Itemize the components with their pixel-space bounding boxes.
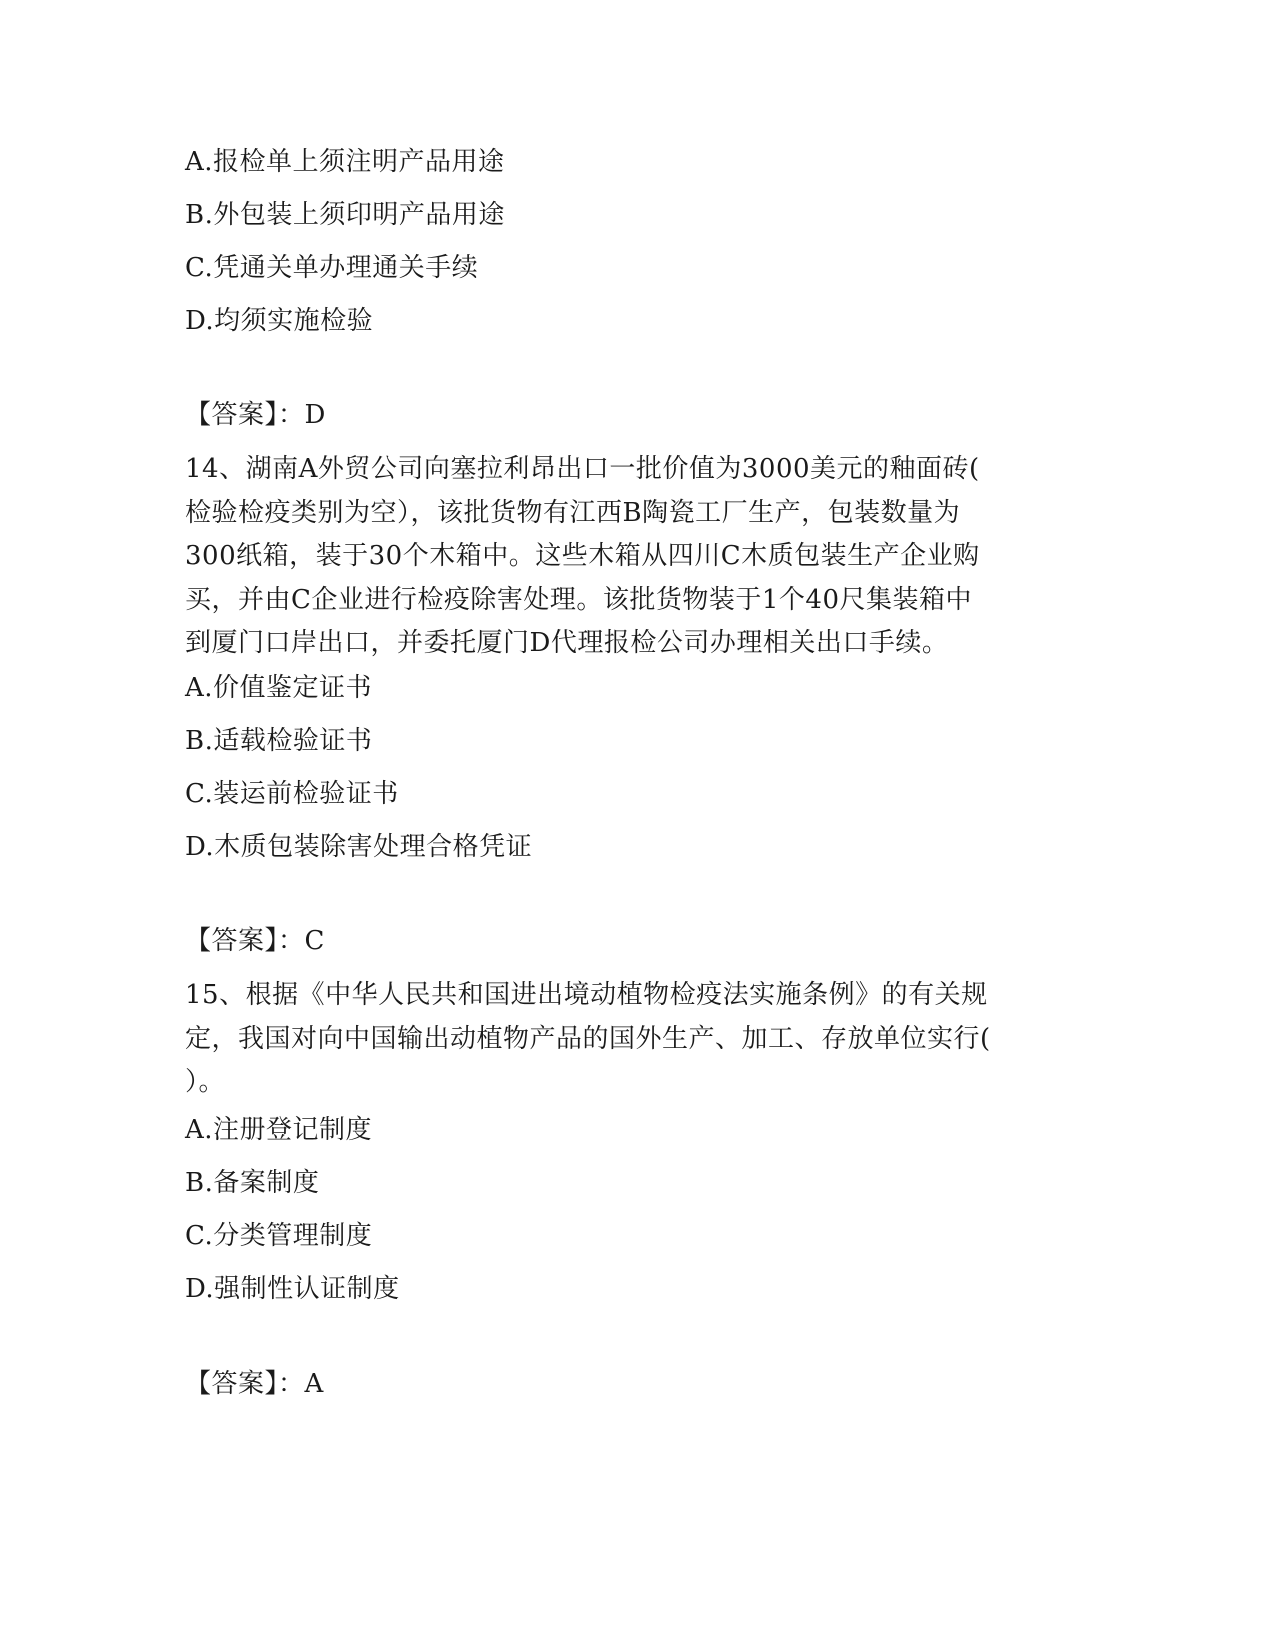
q14-question-line: 检验检疫类别为空），该批货物有江西B陶瓷工厂生产，包装数量为 — [185, 497, 961, 528]
q13-option-a: A.报检单上须注明产品用途 — [185, 147, 505, 177]
q14-question — [185, 448, 1085, 666]
q14-question-line: 14、湖南A外贸公司向塞拉利昂出口一批价值为3000美元的釉面砖( — [185, 454, 980, 484]
q14-question-line: 到厦门口岸出口，并委托厦门D代理报检公司办理相关出口手续。 — [185, 628, 949, 658]
q14-option-c: C.装运前检验证书 — [185, 779, 399, 809]
q15-question-line: ）。 — [185, 1067, 226, 1097]
q15-question-line: 15、根据《中华人民共和国进出境动植物检疫法实施条例》的有关规 — [185, 980, 988, 1010]
q14-option-a: A.价值鉴定证书 — [185, 673, 373, 703]
q15-option-b: B.备案制度 — [185, 1168, 320, 1198]
q15-option-c: C.分类管理制度 — [185, 1221, 373, 1251]
q15-question — [185, 974, 1085, 1105]
q13-option-b: B.外包装上须印明产品用途 — [185, 200, 505, 230]
q13-answer: 【答案】：D — [185, 400, 326, 430]
q14-question-line: 买，并由C企业进行检疫除害处理。该批货物装于1个40尺集装箱中 — [185, 584, 973, 615]
q14-question-line: 300纸箱，装于30个木箱中。这些木箱从四川C木质包装生产企业购 — [185, 541, 980, 571]
q14-option-d: D.木质包装除害处理合格凭证 — [185, 832, 533, 862]
q15-option-d: D.强制性认证制度 — [185, 1274, 400, 1304]
q15-option-a: A.注册登记制度 — [185, 1115, 373, 1145]
q13-option-d: D.均须实施检验 — [185, 306, 374, 336]
q15-answer: 【答案】：A — [185, 1369, 324, 1399]
q15-question-line: 定，我国对向中国输出动植物产品的国外生产、加工、存放单位实行( — [185, 1023, 991, 1054]
q13-option-c: C.凭通关单办理通关手续 — [185, 253, 479, 283]
q14-answer: 【答案】：C — [185, 926, 325, 956]
q14-option-b: B.适载检验证书 — [185, 726, 373, 756]
